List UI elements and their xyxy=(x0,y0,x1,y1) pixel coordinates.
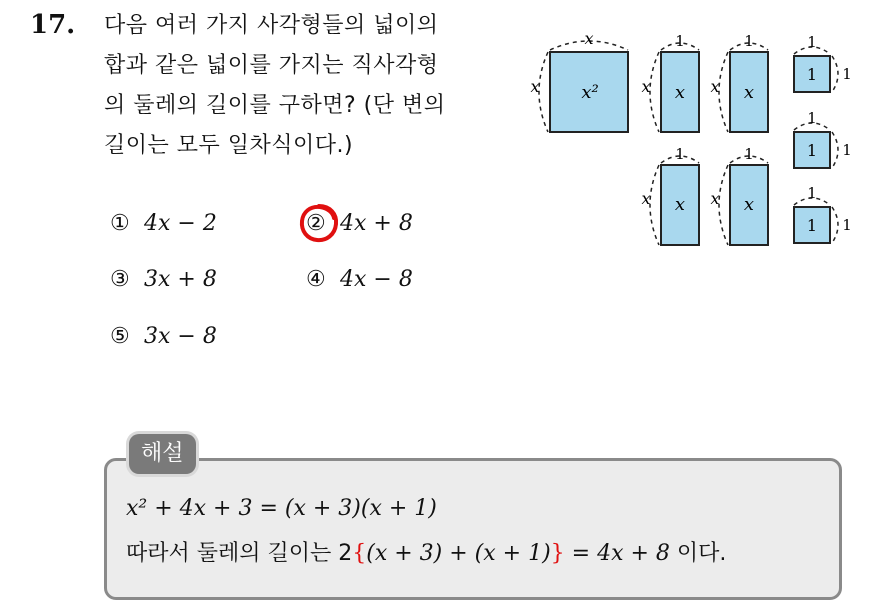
solution-tab: 해설 xyxy=(129,434,196,474)
side-label: 1 xyxy=(842,65,852,83)
solution-box xyxy=(104,458,842,600)
question-number: 17. xyxy=(30,10,76,40)
solution-conclusion xyxy=(126,536,726,567)
choice-expression: 3x + 8 xyxy=(144,267,217,292)
unit-tile-3 xyxy=(794,184,852,243)
question-text xyxy=(104,6,504,166)
solution-expression: (x + 3) + (x + 1) xyxy=(366,541,551,566)
side-label: 1 xyxy=(842,141,852,159)
tile-label: x xyxy=(743,82,755,103)
rect-tile-4 xyxy=(710,145,768,245)
solution-result: = 4x + 8 xyxy=(564,541,670,566)
side-label: x xyxy=(530,77,540,96)
choice-number: ④ xyxy=(306,267,326,292)
side-label: x xyxy=(641,77,651,96)
side-label: 1 xyxy=(842,216,852,234)
unit-tile-2 xyxy=(794,109,852,168)
tile-label: x² xyxy=(581,82,599,103)
choice-4[interactable] xyxy=(306,267,413,292)
solution-text: 따라서 둘레의 길이는 2 xyxy=(126,541,353,566)
choice-number: ② xyxy=(306,211,326,236)
side-label: 1 xyxy=(807,184,817,202)
side-label: x xyxy=(710,189,720,208)
red-brace-open: { xyxy=(352,541,367,566)
choice-expression: 4x + 8 xyxy=(340,211,413,236)
big-square-tile xyxy=(530,30,628,132)
side-label: 1 xyxy=(807,109,817,127)
question-line: 합과 같은 넓이를 가지는 직사각형 xyxy=(104,53,439,78)
choice-3[interactable] xyxy=(110,267,217,292)
tile-label: 1 xyxy=(806,141,818,160)
choice-expression: 4x − 8 xyxy=(340,267,413,292)
question-line: 다음 여러 가지 사각형들의 넓이의 xyxy=(104,13,439,38)
side-label: 1 xyxy=(744,145,754,163)
choice-expression: 4x − 2 xyxy=(144,211,217,236)
rect-tile-1 xyxy=(641,32,699,132)
choice-5[interactable] xyxy=(110,324,217,349)
choice-expression: 3x − 8 xyxy=(144,324,217,349)
tile-label: x xyxy=(674,82,686,103)
choice-number: ① xyxy=(110,211,130,236)
solution-equation: x² + 4x + 3 = (x + 3)(x + 1) xyxy=(126,496,437,521)
tile-label: x xyxy=(743,194,755,215)
side-label: 1 xyxy=(675,32,685,50)
answer-circle-mark xyxy=(298,202,340,244)
solution-text-end: 이다. xyxy=(669,541,727,566)
question-line: 길이는 모두 일차식이다.) xyxy=(104,133,354,158)
side-label: x xyxy=(584,30,594,48)
choice-1[interactable] xyxy=(110,211,217,236)
tile-label: x xyxy=(674,194,686,215)
unit-tile-1 xyxy=(794,33,852,92)
red-brace-close: } xyxy=(550,541,565,566)
tile-label: 1 xyxy=(806,65,818,84)
side-label: x xyxy=(710,77,720,96)
rect-tile-3 xyxy=(641,145,699,245)
side-label: 1 xyxy=(807,33,817,51)
side-label: 1 xyxy=(675,145,685,163)
side-label: 1 xyxy=(744,32,754,50)
choice-number: ⑤ xyxy=(110,324,130,349)
rect-tile-2 xyxy=(710,32,768,132)
choice-number: ③ xyxy=(110,267,130,292)
tile-label: 1 xyxy=(806,216,818,235)
side-label: x xyxy=(641,189,651,208)
question-line: 의 둘레의 길이를 구하면? (단 변의 xyxy=(104,93,446,118)
tiles-figure xyxy=(524,30,864,260)
